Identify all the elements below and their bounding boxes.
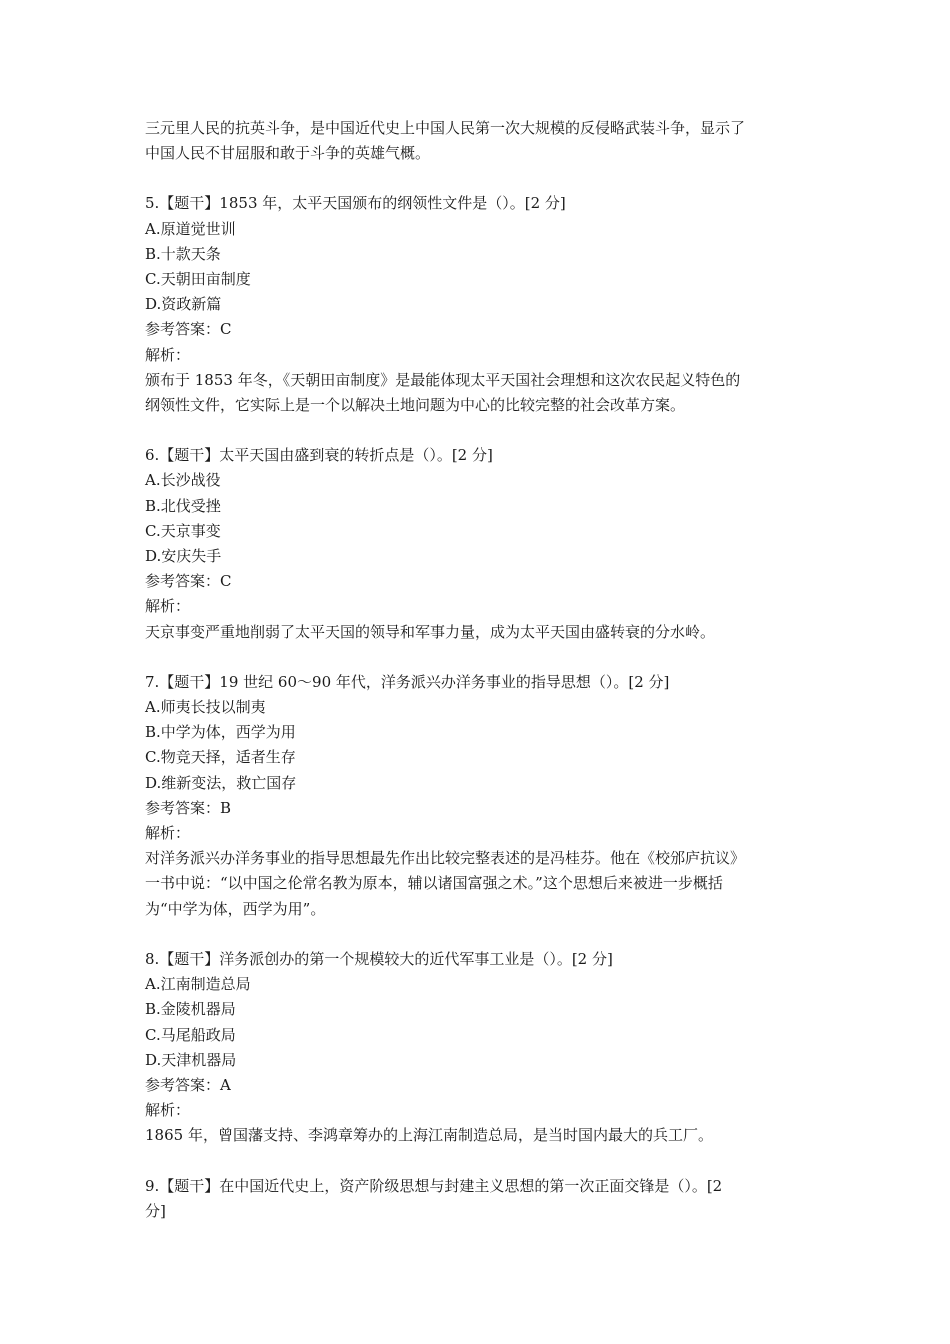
document-page xyxy=(145,116,813,1224)
analysis-line: 纲领性文件，它实际上是一个以解决土地问题为中心的比较完整的社会改革方案。 xyxy=(145,396,686,415)
question-stem: 5.【题干】1853 年，太平天国颁布的纲领性文件是（）。[2 分] xyxy=(145,194,566,213)
option-a: A.原道觉世训 xyxy=(145,219,236,238)
option-c: C.天京事变 xyxy=(145,521,221,540)
analysis-label: 解析： xyxy=(145,824,191,843)
analysis-line: 天京事变严重地削弱了太平天国的领导和军事力量，成为太平天国由盛转衰的分水岭。 xyxy=(145,622,716,641)
option-d: D.资政新篇 xyxy=(145,295,222,314)
spacer xyxy=(145,1149,813,1174)
question-stem: 7.【题干】19 世纪 60～90 年代，洋务派兴办洋务事业的指导思想（）。[2 分] xyxy=(145,672,670,691)
question-9 xyxy=(145,1174,813,1224)
option-b: B.中学为体，西学为用 xyxy=(145,723,296,742)
question-stem: 9.【题干】在中国近代史上，资产阶级思想与封建主义思想的第一次正面交锋是（）。[2 xyxy=(145,1176,723,1195)
spacer xyxy=(145,418,813,443)
question-stem: 8.【题干】洋务派创办的第一个规模较大的近代军事工业是（）。[2 分] xyxy=(145,949,613,968)
analysis-line: 颁布于 1853 年冬，《天朝田亩制度》是最能体现太平天国社会理想和这次农民起义特色的 xyxy=(145,370,741,389)
option-d: D.维新变法，救亡国存 xyxy=(145,773,297,792)
option-a: A.长沙战役 xyxy=(145,471,221,490)
option-b: B.金陵机器局 xyxy=(145,1000,236,1019)
analysis-line: 一书中说：“以中国之伦常名教为原本，辅以诸国富强之术。”这个思想后来被进一步概括 xyxy=(145,874,723,893)
analysis-label: 解析： xyxy=(145,597,191,616)
intro-paragraph xyxy=(145,116,813,166)
reference-answer: 参考答案：B xyxy=(145,798,232,817)
question-stem-continued: 分] xyxy=(145,1201,166,1220)
analysis-line: 1865 年，曾国藩支持、李鸿章筹办的上海江南制造总局，是当时国内最大的兵工厂。 xyxy=(145,1126,713,1145)
option-a: A.师夷长技以制夷 xyxy=(145,698,266,717)
intro-line: 中国人民不甘屈服和敢于斗争的英雄气概。 xyxy=(145,144,431,163)
question-7 xyxy=(145,670,813,922)
option-b: B.北伐受挫 xyxy=(145,496,221,515)
analysis-line: 为“中学为体，西学为用”。 xyxy=(145,899,326,918)
analysis-label: 解析： xyxy=(145,345,191,364)
reference-answer: 参考答案：C xyxy=(145,572,232,591)
reference-answer: 参考答案：C xyxy=(145,320,232,339)
option-c: C.物竞天择，适者生存 xyxy=(145,748,296,767)
option-c: C.天朝田亩制度 xyxy=(145,270,251,289)
option-b: B.十款天条 xyxy=(145,244,221,263)
question-6 xyxy=(145,443,813,645)
option-a: A.江南制造总局 xyxy=(145,975,251,994)
option-c: C.马尾船政局 xyxy=(145,1025,236,1044)
option-d: D.天津机器局 xyxy=(145,1050,237,1069)
reference-answer: 参考答案：A xyxy=(145,1075,231,1094)
intro-line: 三元里人民的抗英斗争，是中国近代史上中国人民第一次大规模的反侵略武装斗争，显示了 xyxy=(145,119,746,137)
option-d: D.安庆失手 xyxy=(145,547,222,566)
question-8 xyxy=(145,947,813,1149)
question-stem: 6.【题干】太平天国由盛到衰的转折点是（）。[2 分] xyxy=(145,446,493,465)
spacer xyxy=(145,645,813,670)
analysis-label: 解析： xyxy=(145,1101,191,1120)
question-5 xyxy=(145,191,813,418)
analysis-line: 对洋务派兴办洋务事业的指导思想最先作出比较完整表述的是冯桂芬。他在《校邠庐抗议》 xyxy=(145,849,746,868)
spacer xyxy=(145,922,813,947)
spacer xyxy=(145,166,813,191)
